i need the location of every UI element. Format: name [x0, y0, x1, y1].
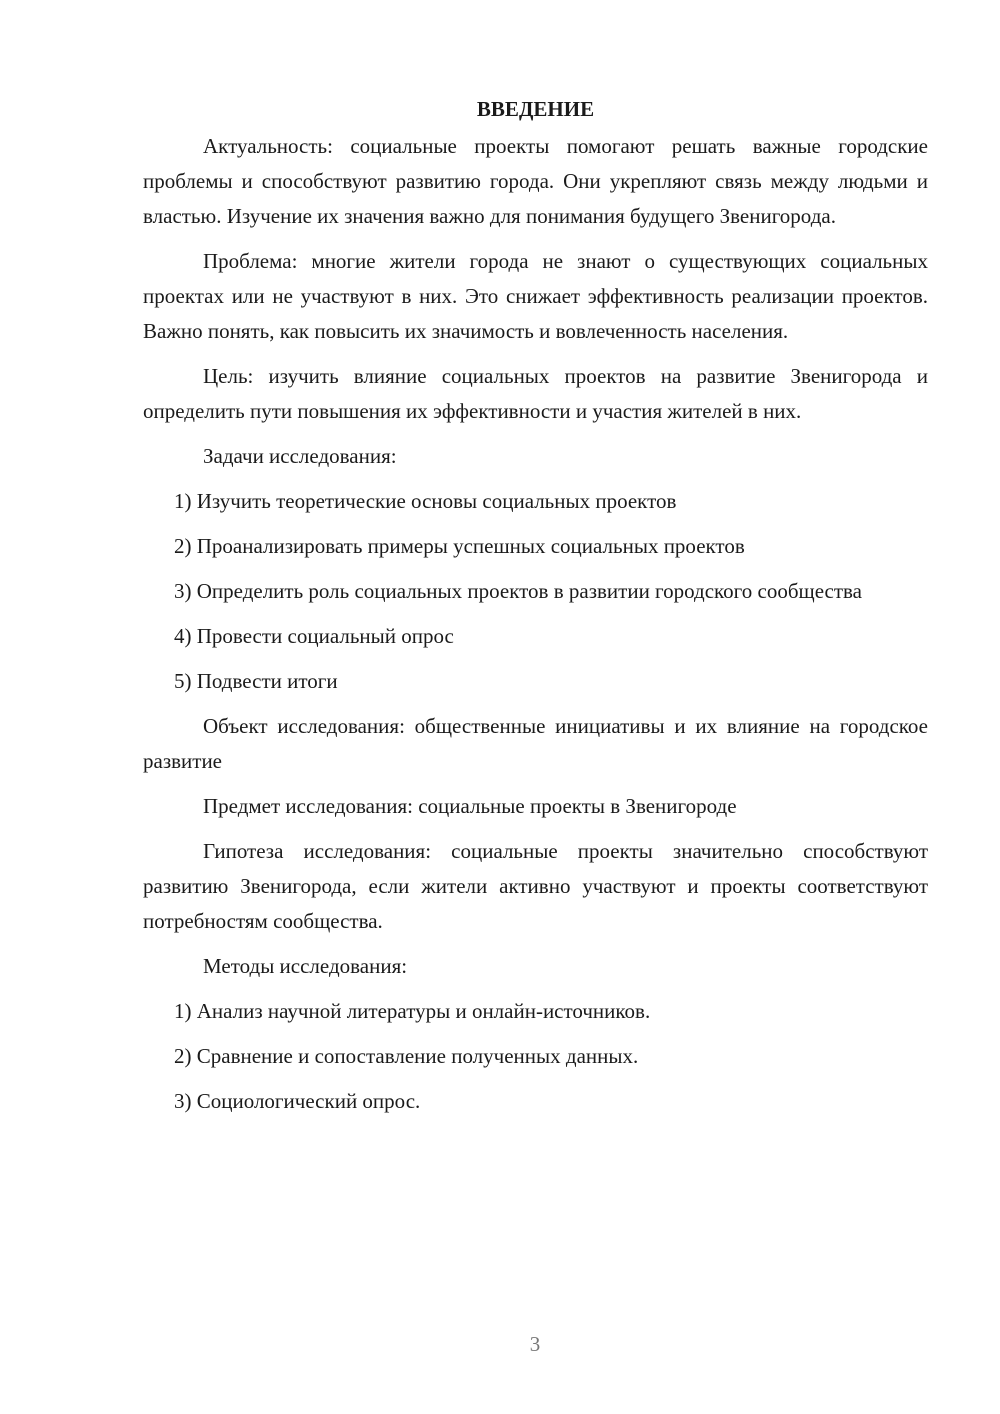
paragraph-relevance: Актуальность: социальные проекты помогают решать важные городские проблемы и способствуют развитию города. Они укрепляют связь между людьми и властью. Изучение их значения важно для понимания будущего Звенигорода. — [143, 134, 928, 228]
paragraph-problem: Проблема: многие жители города не знают о существующих социальных проектах или не участвуют в них. Это снижает эффективность реализации проектов. Важно понять, как повысить их значимость и вовлеченность населения. — [143, 249, 928, 343]
method-item-2: 2) Сравнение и сопоставление полученных данных. — [174, 1044, 639, 1068]
methods-heading: Методы исследования: — [203, 954, 408, 978]
page-number: 3 — [529, 1332, 541, 1356]
paragraph-object: Объект исследования: общественные инициативы и их влияние на городское развитие — [143, 714, 928, 773]
section-heading: ВВЕДЕНИЕ — [476, 97, 595, 121]
paragraph-hypothesis: Гипотеза исследования: социальные проекты значительно способствуют развитию Звенигорода, если жители активно участвуют и проекты соответствуют потребностям сообщества. — [143, 839, 928, 933]
paragraph-goal: Цель: изучить влияние социальных проектов на развитие Звенигорода и определить пути повышения их эффективности и участия жителей в них. — [143, 364, 928, 423]
task-item-3: 3) Определить роль социальных проектов в развитии городского сообщества — [174, 579, 862, 603]
document-page — [143, 92, 928, 1129]
method-item-3: 3) Социологический опрос. — [174, 1089, 421, 1113]
tasks-heading: Задачи исследования: — [203, 444, 397, 468]
method-item-1: 1) Анализ научной литературы и онлайн-источников. — [174, 999, 651, 1023]
paragraph-subject: Предмет исследования: социальные проекты в Звенигороде — [203, 794, 737, 818]
task-item-4: 4) Провести социальный опрос — [174, 624, 454, 648]
task-item-5: 5) Подвести итоги — [174, 669, 338, 693]
task-item-2: 2) Проанализировать примеры успешных социальных проектов — [174, 534, 745, 558]
task-item-1: 1) Изучить теоретические основы социальных проектов — [174, 489, 677, 513]
